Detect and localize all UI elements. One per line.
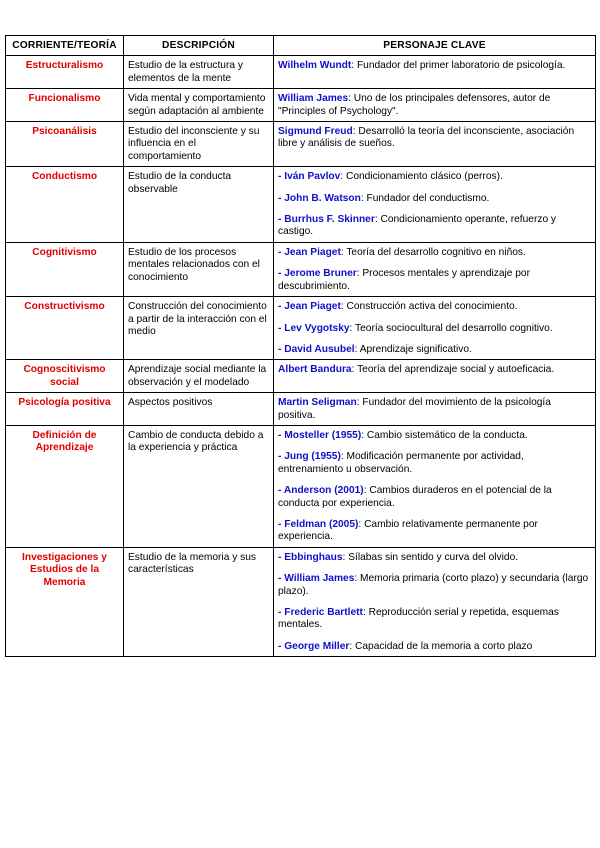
table-header-row: [6, 36, 596, 56]
personaje-entry: [278, 268, 591, 293]
personaje-cell: [274, 122, 596, 167]
personaje-description: : Condicionamiento operante, refuerzo y castigo.: [278, 214, 557, 238]
personaje-description: : Desarrolló la teoría del inconsciente, asociación libre y análisis de sueños.: [278, 126, 575, 150]
entry-bullet: -: [278, 429, 285, 441]
descripcion-cell: Vida mental y comportamiento según adaptación al ambiente: [124, 89, 274, 122]
personaje-description: : Teoría del aprendizaje social y autoeficacia.: [351, 364, 555, 376]
personaje-entry: [278, 93, 591, 118]
personaje-entry: [278, 60, 591, 72]
personaje-name: Jean Piaget: [284, 246, 341, 258]
corriente-cell: Estructuralismo: [6, 56, 124, 89]
personaje-entry: [278, 126, 591, 151]
personaje-name: Albert Bandura: [278, 364, 352, 376]
personaje-description: : Fundador del primer laboratorio de psicología.: [351, 60, 566, 72]
descripcion-cell: Cambio de conducta debido a la experiencia y práctica: [124, 425, 274, 547]
entry-bullet: -: [278, 301, 285, 313]
personaje-description: : Fundador del movimiento de la psicología positiva.: [278, 397, 551, 421]
corriente-cell: Constructivismo: [6, 297, 124, 360]
descripcion-cell: Construcción del conocimiento a partir de la interacción con el medio: [124, 297, 274, 360]
corriente-cell: Funcionalismo: [6, 89, 124, 122]
personaje-name: William James: [278, 93, 349, 105]
personaje-description: : Condicionamiento clásico (perros).: [340, 171, 503, 183]
table-row: [6, 547, 596, 656]
table-row: [6, 425, 596, 547]
personaje-description: : Capacidad de la memoria a corto plazo: [349, 640, 533, 652]
personaje-cell: [274, 393, 596, 426]
personaje-description: : Memoria primaria (corto plazo) y secundaria (largo plazo).: [278, 573, 589, 597]
personaje-description: : Cambios duraderos en el potencial de la conducta por experiencia.: [278, 485, 552, 509]
table-row: [6, 297, 596, 360]
personaje-entry: [278, 519, 591, 544]
descripcion-cell: Estudio de la memoria y sus características: [124, 547, 274, 656]
personaje-entry: [278, 344, 591, 356]
header-corriente: CORRIENTE/TEORÍA: [6, 36, 124, 56]
table-row: [6, 242, 596, 296]
entry-bullet: -: [278, 607, 285, 618]
personaje-name: George Miller: [284, 640, 350, 652]
corriente-cell: Psicoanálisis: [6, 122, 124, 167]
personaje-name: Martin Seligman: [278, 397, 357, 409]
descripcion-cell: Aprendizaje social mediante la observación y el modelado: [124, 360, 274, 393]
personaje-description: : Uno de los principales defensores, autor de "Principles of Psychology".: [278, 93, 551, 117]
personaje-name: Ebbinghaus: [284, 551, 343, 563]
corriente-cell: Investigaciones y Estudios de la Memoria: [6, 547, 124, 656]
corriente-cell: Psicología positiva: [6, 393, 124, 426]
personaje-name: Jean Piaget: [284, 301, 341, 313]
personaje-entry: [278, 364, 591, 376]
descripcion-cell: Estudio de la estructura y elementos de la mente: [124, 56, 274, 89]
personaje-description: : Aprendizaje significativo.: [354, 343, 472, 355]
personaje-name: Mosteller (1955): [284, 429, 362, 441]
personaje-entry: [278, 552, 591, 564]
table-row: [6, 56, 596, 89]
psychology-theories-table: [5, 35, 596, 657]
personaje-description: : Modificación permanente por actividad, entrenamiento u observación.: [278, 451, 524, 475]
table-row: [6, 167, 596, 243]
personaje-name: William James: [284, 573, 355, 585]
header-personaje: PERSONAJE CLAVE: [274, 36, 596, 56]
personaje-name: David Ausubel: [284, 343, 355, 355]
descripcion-cell: Estudio del inconsciente y su influencia en el comportamiento: [124, 122, 274, 167]
personaje-name: Sigmund Freud: [278, 126, 353, 138]
personaje-name: John B. Watson: [284, 192, 361, 204]
personaje-entry: [278, 214, 591, 239]
personaje-cell: [274, 425, 596, 547]
entry-bullet: -: [278, 246, 285, 258]
personaje-entry: [278, 193, 591, 205]
personaje-cell: [274, 56, 596, 89]
personaje-description: : Reproducción serial y repetida, esquemas mentales.: [278, 607, 559, 631]
personaje-entry: [278, 397, 591, 422]
personaje-name: Lev Vygotsky: [284, 322, 350, 334]
personaje-description: : Sílabas sin sentido y curva del olvido.: [342, 551, 519, 563]
personaje-entry: [278, 451, 591, 476]
personaje-name: Iván Pavlov: [284, 171, 341, 183]
personaje-entry: [278, 573, 591, 598]
descripcion-cell: Estudio de los procesos mentales relacionados con el conocimiento: [124, 242, 274, 296]
personaje-entry: [278, 607, 591, 632]
personaje-entry: [278, 247, 591, 259]
personaje-entry: [278, 430, 591, 442]
personaje-name: Wilhelm Wundt: [278, 60, 352, 72]
table-row: [6, 89, 596, 122]
entry-bullet: -: [278, 551, 285, 563]
entry-bullet: -: [278, 343, 285, 355]
personaje-cell: [274, 89, 596, 122]
table-row: [6, 393, 596, 426]
personaje-name: Feldman (2005): [284, 518, 359, 530]
entry-bullet: -: [278, 485, 284, 497]
personaje-entry: [278, 171, 591, 183]
personaje-name: Jung (1955): [284, 451, 341, 463]
personaje-description: : Teoría sociocultural del desarrollo cognitivo.: [349, 322, 553, 334]
personaje-description: : Cambio relativamente permanente por experiencia.: [278, 518, 538, 543]
personaje-description: : Teoría del desarrollo cognitivo en niños.: [340, 246, 526, 258]
header-descripcion: DESCRIPCIÓN: [124, 36, 274, 56]
personaje-cell: [274, 360, 596, 393]
descripcion-cell: Estudio de la conducta observable: [124, 167, 274, 243]
personaje-entry: [278, 323, 591, 335]
personaje-description: : Cambio sistemático de la conducta.: [361, 429, 528, 441]
entry-bullet: -: [278, 268, 285, 280]
personaje-cell: [274, 547, 596, 656]
personaje-description: : Construcción activa del conocimiento.: [340, 301, 518, 313]
corriente-cell: Cognitivismo: [6, 242, 124, 296]
table-body: [6, 56, 596, 657]
personaje-description: : Procesos mentales y aprendizaje por descubrimiento.: [278, 268, 530, 292]
entry-bullet: -: [278, 322, 285, 334]
entry-bullet: -: [278, 573, 285, 585]
descripcion-cell: Aspectos positivos: [124, 393, 274, 426]
corriente-cell: Conductismo: [6, 167, 124, 243]
personaje-name: Frederic Bartlett: [284, 607, 363, 618]
personaje-name: Anderson (2001): [283, 485, 364, 497]
entry-bullet: -: [278, 192, 285, 204]
entry-bullet: -: [278, 451, 285, 463]
personaje-name: Jerome Bruner: [284, 268, 357, 280]
personaje-cell: [274, 242, 596, 296]
entry-bullet: -: [278, 214, 285, 226]
table-row: [6, 360, 596, 393]
entry-bullet: -: [278, 518, 285, 530]
personaje-entry: [278, 301, 591, 313]
corriente-cell: Cognoscitivismo social: [6, 360, 124, 393]
personaje-entry: [278, 485, 591, 510]
entry-bullet: -: [278, 640, 285, 652]
personaje-name: Burrhus F. Skinner: [284, 214, 375, 226]
personaje-description: : Fundador del conductismo.: [360, 192, 490, 204]
personaje-cell: [274, 297, 596, 360]
personaje-entry: [278, 641, 591, 653]
table-row: [6, 122, 596, 167]
corriente-cell: Definición de Aprendizaje: [6, 425, 124, 547]
personaje-cell: [274, 167, 596, 243]
entry-bullet: -: [278, 171, 285, 183]
